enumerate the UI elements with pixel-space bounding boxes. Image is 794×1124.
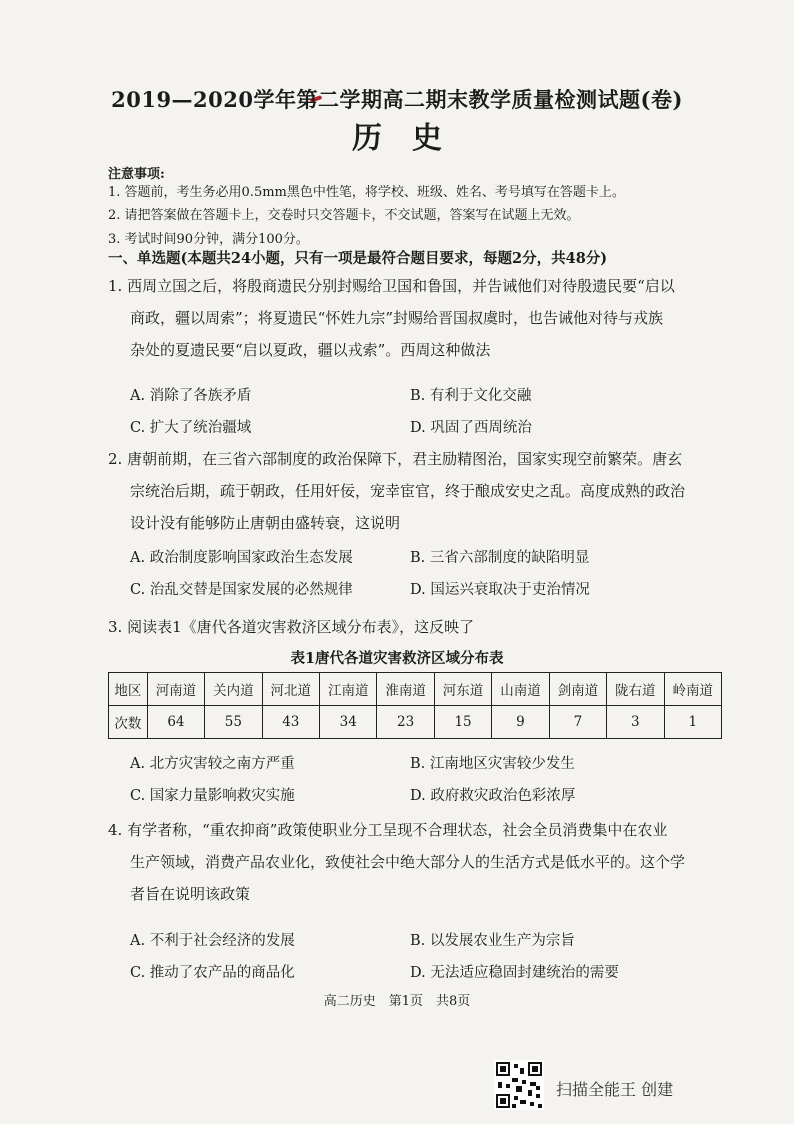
table-cell: 江南道: [320, 673, 377, 706]
question-4-options: [130, 929, 690, 993]
question-2-options: [130, 546, 690, 610]
question-text: 杂处的夏遗民要“启以夏政，疆以戎索”。西周这种做法: [130, 341, 491, 359]
option-a: A. 消除了各族矛盾: [130, 388, 252, 404]
question-text: 2. 唐朝前期，在三省六部制度的政治保障下，君主励精图治，国家实现空前繁荣。唐玄: [108, 450, 683, 468]
table-cell: 陇右道: [607, 673, 664, 706]
qr-code-icon: [494, 1060, 544, 1110]
question-2: [108, 443, 728, 539]
table-cell: 55: [205, 706, 262, 739]
question-text: 商政，疆以周索”；将夏遗民“怀姓九宗”封赐给晋国叔虞时，也告诫他对待与戎族: [130, 309, 664, 327]
question-text: 4. 有学者称，“重农抑商”政策使职业分工呈现不合理状态，社会全员消费集中在农业: [108, 821, 668, 839]
question-text: 3. 阅读表1《唐代各道灾害救济区域分布表》，这反映了: [108, 618, 475, 636]
scanner-watermark: 扫描全能王 创建: [556, 1080, 674, 1099]
option-a: A. 政治制度影响国家政治生态发展: [130, 550, 353, 566]
option-b: B. 三省六部制度的缺陷明显: [410, 550, 590, 566]
option-d: D. 政府救灾政治色彩浓厚: [410, 788, 576, 804]
table-row: [109, 673, 722, 706]
table-header-cell: 地区: [109, 673, 148, 706]
note-item: 2. 请把答案做在答题卡上，交卷时只交答题卡，不交试题，答案写在试题上无效。: [108, 208, 580, 223]
table-cell: 3: [607, 706, 664, 739]
question-3: [108, 611, 728, 643]
table-cell: 34: [320, 706, 377, 739]
table-cell: 关内道: [205, 673, 262, 706]
option-d: D. 国运兴衰取决于吏治情况: [410, 582, 590, 598]
note-item: 1. 答题前，考生务必用0.5mm黑色中性笔，将学校、班级、姓名、考号填写在答题卡上。: [108, 185, 625, 200]
table-title: 表1唐代各道灾害救济区域分布表: [290, 650, 504, 667]
table-cell: 河北道: [262, 673, 319, 706]
option-d: D. 巩固了西周统治: [410, 420, 532, 436]
option-c: C. 扩大了统治疆域: [130, 420, 252, 436]
page-footer: 高二历史 第1页 共8页: [323, 994, 471, 1009]
option-b: B. 江南地区灾害较少发生: [410, 756, 575, 772]
table-cell: 河东道: [434, 673, 491, 706]
question-1-options: [130, 384, 690, 448]
table-cell: 7: [549, 706, 606, 739]
option-b: B. 有利于文化交融: [410, 388, 532, 404]
table-cell: 剑南道: [549, 673, 606, 706]
table-row: [109, 706, 722, 739]
option-b: B. 以发展农业生产为宗旨: [410, 933, 575, 949]
question-text: 1. 西周立国之后，将殷商遗民分别封赐给卫国和鲁国，并告诫他们对待殷遗民要“启以: [108, 277, 675, 295]
question-1: [108, 270, 728, 366]
disaster-relief-table: [108, 672, 722, 739]
table-cell: 山南道: [492, 673, 549, 706]
table-cell: 43: [262, 706, 319, 739]
table-cell: 淮南道: [377, 673, 434, 706]
table-cell: 1: [664, 706, 721, 739]
question-3-options: [130, 752, 690, 816]
table-cell: 23: [377, 706, 434, 739]
note-item: 3. 考试时间90分钟，满分100分。: [108, 232, 309, 247]
option-c: C. 治乱交替是国家发展的必然规律: [130, 582, 353, 598]
table-cell: 64: [147, 706, 204, 739]
question-text: 宗统治后期，疏于朝政，任用奸佞，宠幸宦官，终于酿成安史之乱。高度成熟的政治: [130, 482, 686, 500]
question-4: [108, 814, 728, 910]
table-cell: 岭南道: [664, 673, 721, 706]
table-header-cell: 次数: [109, 706, 148, 739]
option-d: D. 无法适应稳固封建统治的需要: [410, 965, 619, 981]
option-c: C. 国家力量影响救灾实施: [130, 788, 295, 804]
question-text: 生产领域，消费产品农业化，致使社会中绝大部分人的生活方式是低水平的。这个学: [130, 853, 686, 871]
question-text: 者旨在说明该政策: [130, 885, 251, 903]
section-heading: 一、单选题(本题共24小题，只有一项是最符合题目要求，每题2分，共48分): [108, 250, 608, 267]
table-cell: 河南道: [147, 673, 204, 706]
subject-title: 历史: [352, 121, 472, 156]
option-a: A. 北方灾害较之南方严重: [130, 756, 295, 772]
option-c: C. 推动了农产品的商品化: [130, 965, 295, 981]
notes-heading: 注意事项:: [108, 167, 165, 182]
exam-title: 2019—2020学年第二学期高二期末教学质量检测试题(卷): [111, 87, 683, 112]
question-text: 设计没有能够防止唐朝由盛转衰，这说明: [130, 514, 401, 532]
option-a: A. 不利于社会经济的发展: [130, 933, 295, 949]
table-cell: 15: [434, 706, 491, 739]
table-cell: 9: [492, 706, 549, 739]
